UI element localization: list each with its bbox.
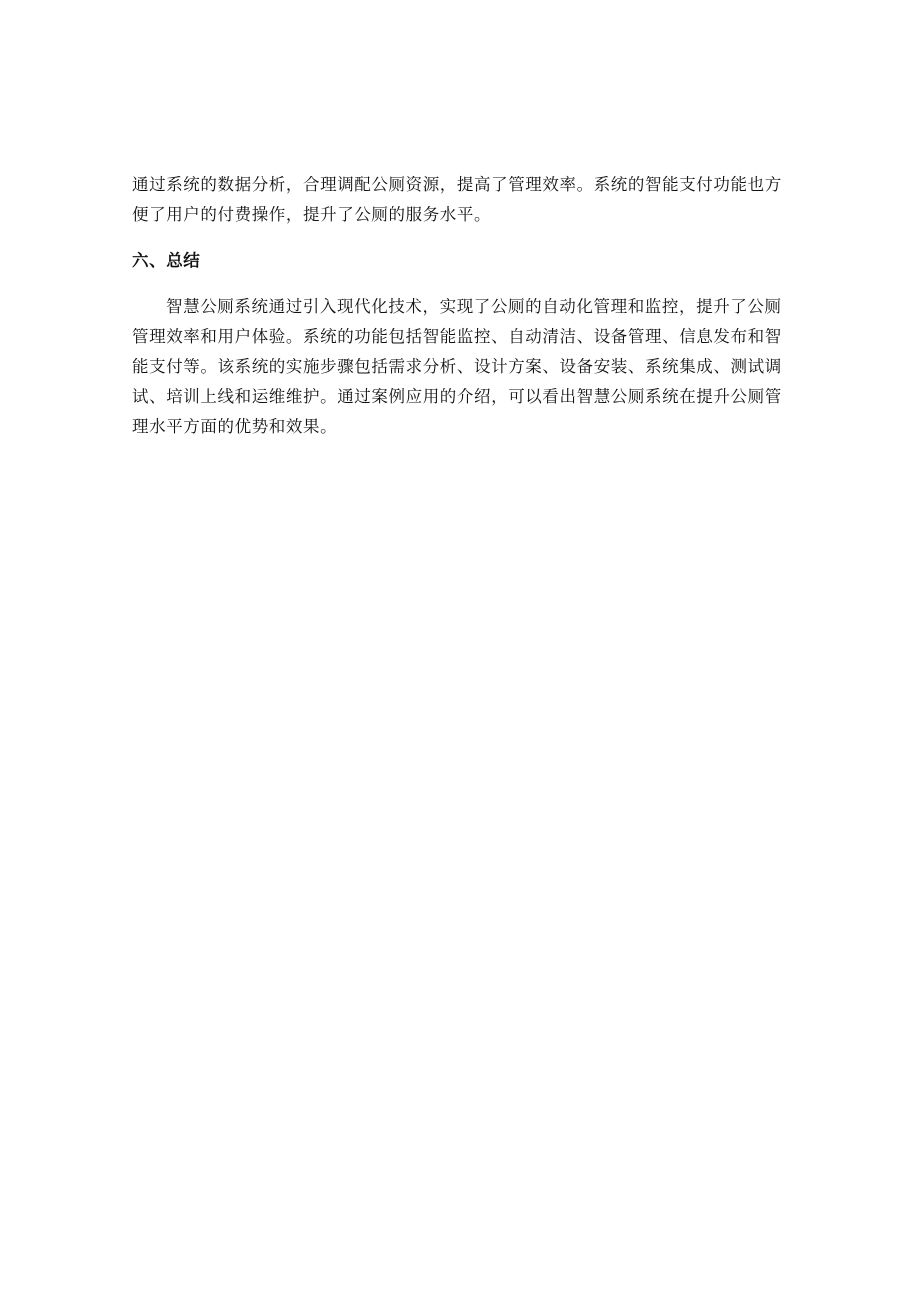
intro-paragraph — [132, 170, 782, 230]
summary-line-5: 理水平方面的优势和效果。 — [132, 417, 338, 436]
section-heading-summary: 六、总结 — [132, 251, 201, 270]
summary-line-4: 试、培训上线和运维维护。通过案例应用的介绍，可以看出智慧公厕系统在提升公厕管 — [132, 387, 782, 406]
intro-line-2: 便了用户的付费操作，提升了公厕的服务水平。 — [132, 205, 492, 224]
summary-line-3: 能支付等。该系统的实施步骤包括需求分析、设计方案、设备安装、系统集成、测试调 — [132, 357, 782, 376]
summary-paragraph — [132, 292, 782, 442]
document-body — [132, 170, 782, 442]
summary-line-2: 管理效率和用户体验。系统的功能包括智能监控、自动清洁、设备管理、信息发布和智 — [132, 327, 782, 346]
intro-line-1: 通过系统的数据分析，合理调配公厕资源，提高了管理效率。系统的智能支付功能也方 — [132, 175, 782, 194]
summary-line-1: 智慧公厕系统通过引入现代化技术，实现了公厕的自动化管理和监控，提升了公厕 — [166, 297, 782, 316]
